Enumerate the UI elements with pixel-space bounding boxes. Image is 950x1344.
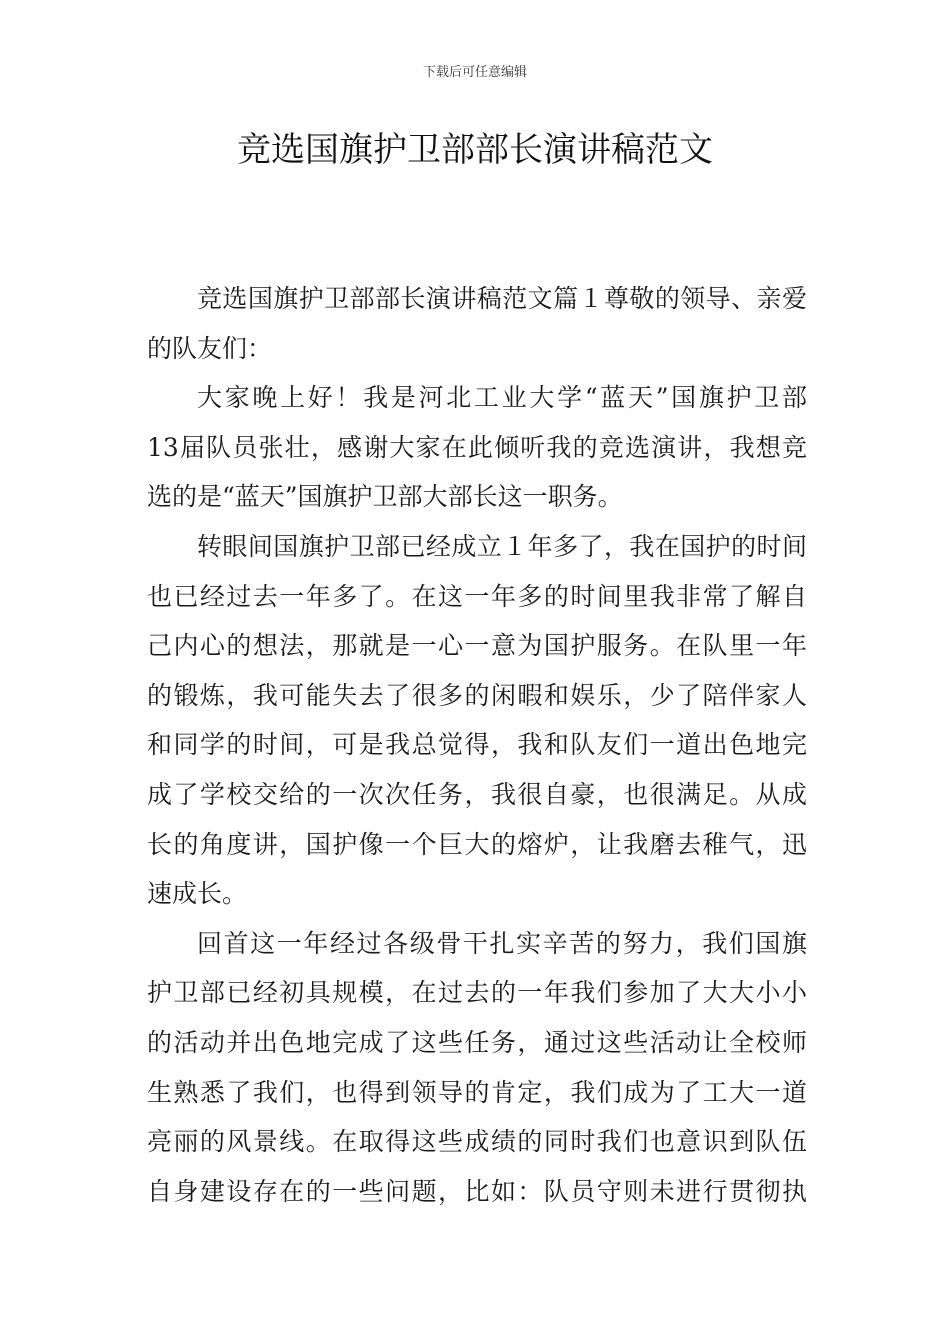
paragraph-line: 长的角度讲，国护像一个巨大的熔炉，让我磨去稚气，迅: [147, 829, 807, 859]
paragraph-2: [147, 373, 807, 522]
paragraph-line: 大家晚上好！我是河北工业大学“蓝天”国旗护卫部: [197, 383, 807, 413]
paragraph-line: 的队友们：: [147, 333, 273, 363]
paragraph-1: [147, 274, 807, 373]
paragraph-line: 成了学校交给的一次次任务，我很自豪，也很满足。从成: [147, 779, 807, 809]
paragraph-line: 的锻炼，我可能失去了很多的闲暇和娱乐，少了陪伴家人: [147, 680, 807, 710]
paragraph-3: [147, 522, 807, 919]
paragraph-line: 和同学的时间，可是我总觉得，我和队友们一道出色地完: [147, 730, 807, 760]
paragraph-line: 选的是“蓝天”国旗护卫部大部长这一职务。: [147, 482, 623, 512]
paragraph-line: 的活动并出色地完成了这些任务，通过这些活动让全校师: [147, 1027, 807, 1057]
paragraph-line: 回首这一年经过各级骨干扎实辛苦的努力，我们国旗: [197, 928, 807, 958]
paragraph-line: 护卫部已经初具规模，在过去的一年我们参加了大大小小: [147, 978, 807, 1008]
paragraph-line: 竞选国旗护卫部部长演讲稿范文篇１尊敬的领导、亲爱: [197, 284, 807, 313]
paragraph-line: 生熟悉了我们，也得到领导的肯定，我们成为了工大一道: [147, 1077, 807, 1107]
paragraph-line: 亮丽的风景线。在取得这些成绩的同时我们也意识到队伍: [147, 1127, 807, 1157]
paragraph-line: 13届队员张壮，感谢大家在此倾听我的竞选演讲，我想竞: [147, 432, 807, 462]
paragraph-line: 速成长。: [147, 879, 248, 909]
document-title: 竞选国旗护卫部部长演讲稿范文: [237, 130, 713, 170]
paragraph-line: 转眼间国旗护卫部已经成立１年多了，我在国护的时间: [197, 531, 807, 561]
paragraph-line: 己内心的想法，那就是一心一意为国护服务。在队里一年: [147, 631, 807, 661]
paragraph-line: 也已经过去一年多了。在这一年多的时间里我非常了解自: [147, 581, 807, 611]
paragraph-4: [147, 919, 807, 1217]
page-header-note: 下载后可任意编辑: [422, 65, 527, 80]
document-body: [147, 274, 807, 1216]
paragraph-line: 自身建设存在的一些问题，比如：队员守则未进行贯彻执: [147, 1176, 807, 1206]
